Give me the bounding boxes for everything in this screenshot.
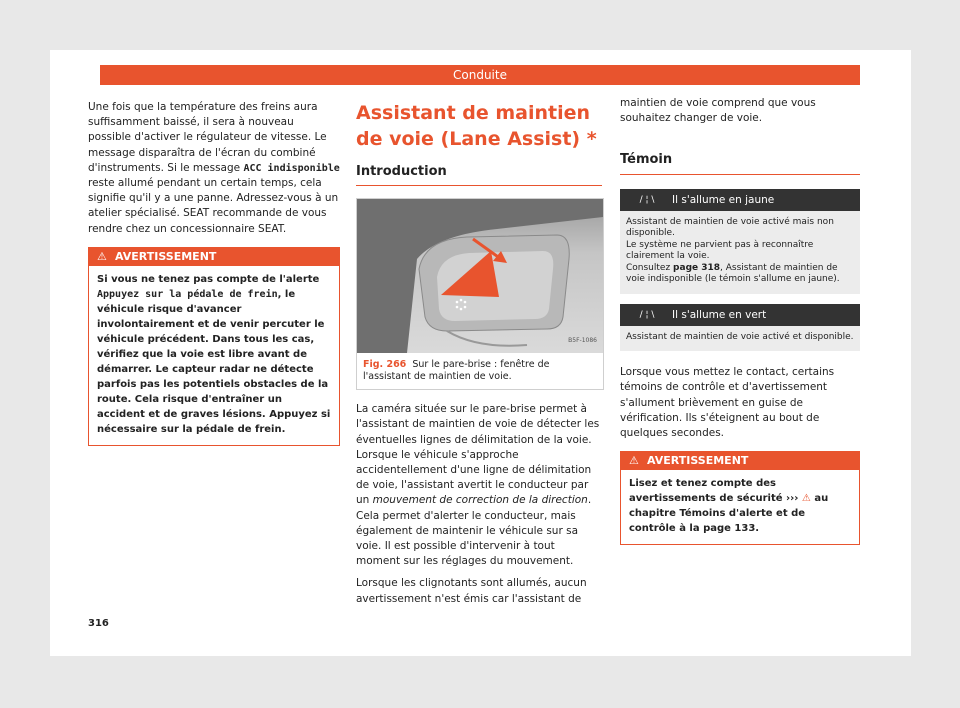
text: Consultez	[626, 262, 674, 273]
lamp-label: Il s'allume en vert	[672, 308, 767, 321]
text: Si vous ne tenez pas compte de l'alerte	[97, 273, 320, 285]
warning-title: AVERTISSEMENT	[115, 249, 217, 263]
section-title: Assistant de maintien de voie (Lane Assist) *	[356, 102, 597, 150]
text: Assistant de maintien de voie activé et disponible.	[626, 331, 854, 342]
text: Une fois que la température des freins aura suffisamment baissé, il sera à nouveau possible d'activer le régulateur de vitesse. Le message disparaîtra de l'écran du combiné d'instruments. Si le message	[88, 101, 327, 174]
text: . Cela permet d'alerter le conducteur, mais également de maintenir le véhicule sur sa voie. Il est possible d'intervenir à tout moment sur les réglages du mouvement.	[356, 494, 592, 568]
lamp-green-header	[620, 304, 860, 326]
windshield-image	[357, 199, 603, 353]
lamp-yellow-description	[620, 211, 860, 294]
text: , le véhicule risque d'avancer involontairement et de venir percuter le véhicule précédent. Dans tous les cas, vérifiez que la voie est libre avant de démarrer. Le capteur radar ne détecte parfois pas les potentiels obstacles de la route. Cela risque d'entraîner un accident et de graves lésions. Appuyez si nécessaire sur la pédale de frein.	[97, 288, 331, 435]
column-middle	[356, 100, 602, 614]
text: Assistant de maintien de voie activé mais non disponible.	[626, 216, 834, 239]
lamp-yellow-header	[620, 189, 860, 211]
warning-triangle-icon: ⚠	[801, 493, 811, 505]
text: La caméra située sur le pare-brise permet à l'assistant de maintien de voie de détecter les éventuelles lignes de délimitation de la voie. Lorsque le véhicule s'approche accidentellement d'une ligne de délimitation de voie, l'assistant avertit le conducteur par un	[356, 403, 600, 507]
lane-assist-icon: / ¦ \	[639, 194, 655, 205]
figure-number: Fig. 266	[363, 359, 407, 371]
lane-assist-icon: / ¦ \	[639, 309, 655, 320]
subsection-title: Introduction	[356, 164, 602, 186]
text: Lisez et tenez compte des avertissements de sécurité ›››	[629, 478, 802, 505]
figure-code: B5F-1086	[568, 337, 597, 344]
paragraph: maintien de voie comprend que vous souhaitez changer de voie.	[620, 97, 816, 125]
warning-triangle-icon: ⚠	[97, 249, 107, 263]
lamp-label: Il s'allume en jaune	[672, 193, 775, 206]
paragraph: Lorsque les clignotants sont allumés, aucun avertissement n'est émis car l'assistant de	[356, 577, 587, 605]
warning-header	[621, 452, 859, 470]
paragraph: Lorsque vous mettez le contact, certains témoins de contrôle et d'avertissement s'allument brièvement en guise de vérification. Ils s'éteignent au bout de quelques secondes.	[620, 366, 835, 439]
paragraph	[88, 100, 340, 237]
column-right	[620, 96, 860, 545]
text: au chapitre Témoins d'alerte et de contrôle à la page 133.	[629, 493, 829, 535]
warning-box	[620, 451, 860, 545]
page-reference-link[interactable]: page 318	[673, 262, 721, 273]
warning-triangle-icon: ⚠	[629, 454, 639, 468]
alert-message-code: Appuyez sur la pédale de frein	[97, 288, 278, 300]
display-message-code: ACC indisponible	[243, 162, 340, 174]
warning-header	[89, 248, 339, 266]
column-left	[88, 100, 340, 446]
figure	[356, 198, 604, 390]
warning-body	[621, 470, 859, 544]
text: Le système ne parvient pas à reconnaître clairement la voie.	[626, 239, 814, 262]
paragraph	[356, 402, 602, 569]
emphasis: mouvement de correction de la direction	[372, 494, 588, 507]
page-number: 316	[88, 618, 109, 629]
section-banner: Conduite	[100, 65, 860, 85]
text: , Assistant de maintien de voie indisponible (le témoin s'allume en jaune).	[626, 262, 840, 285]
subsection-title: Témoin	[620, 152, 860, 174]
warning-box	[88, 247, 340, 446]
caption-text: Sur le pare-brise : fenêtre de l'assistant de maintien de voie.	[363, 359, 550, 383]
text	[626, 263, 854, 286]
windshield-illustration	[357, 199, 603, 353]
text: reste allumé pendant un certain temps, cela signifie qu'il y a une panne. Adressez-vous à un atelier spécialisé. SEAT recommande de vous rendre chez un concessionnaire SEAT.	[88, 177, 339, 235]
lamp-green-description	[620, 326, 860, 352]
figure-caption	[357, 353, 603, 389]
warning-body	[89, 266, 339, 445]
warning-title: AVERTISSEMENT	[647, 454, 749, 468]
